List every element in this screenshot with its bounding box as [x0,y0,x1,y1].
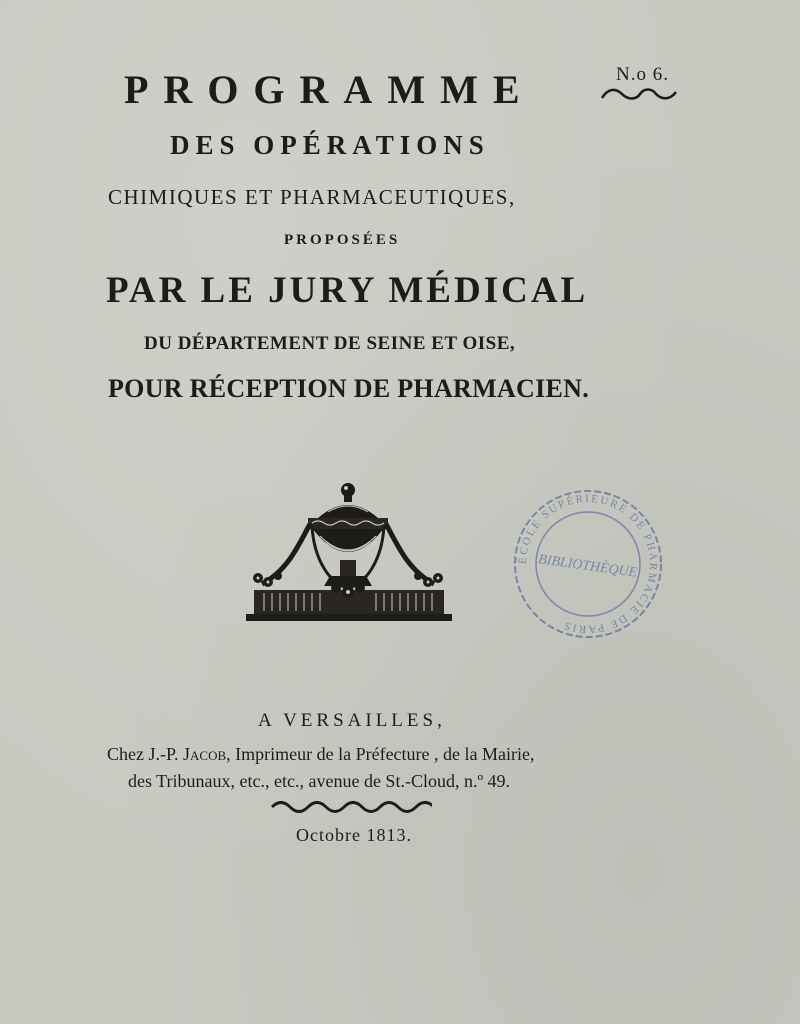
number-label: N.o 6. [616,64,669,85]
swirl-ornament-icon [600,86,678,102]
title-operations: DES OPÉRATIONS [170,130,490,160]
urn-vignette-icon [240,480,456,628]
title-reception: POUR RÉCEPTION DE PHARMACIEN. [108,374,590,403]
library-stamp-icon [508,484,668,644]
imprint-city: A VERSAILLES, [258,710,446,731]
publication-date: Octobre 1813. [296,825,412,845]
imprint-printer-name: Jacob [183,744,227,764]
title-chimiques: CHIMIQUES ET PHARMACEUTIQUES, [108,185,516,209]
title-proposees: PROPOSÉES [284,232,401,248]
imprint-chez: Chez J.-P. [107,744,183,764]
stamp-inner-text: BIBLIOTHÈQUE [537,552,638,581]
wave-divider-icon [270,800,432,814]
number-mark [600,62,680,112]
imprint-printer-title: , Imprimeur de la Préfecture , de la Mairie, [226,744,535,764]
title-programme: PROGRAMME [124,67,535,112]
imprint-printer-line [107,744,535,765]
title-departement: DU DÉPARTEMENT DE SEINE ET OISE, [144,333,516,354]
stamp-outer-text: ÉCOLE SUPÉRIEURE DE PHARMACIE DE PARIS [516,492,660,636]
title-jury-medical: PAR LE JURY MÉDICAL [106,270,589,311]
imprint-address-line: des Tribunaux, etc., etc., avenue de St.-Cloud, n.º 49. [128,771,511,791]
